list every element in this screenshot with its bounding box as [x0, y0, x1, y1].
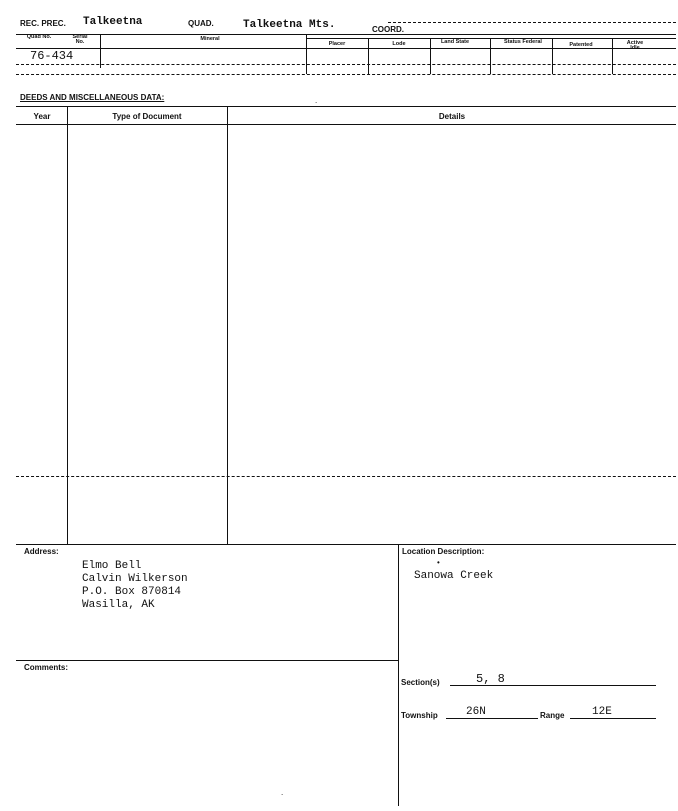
active-idle-label: Active Idle: [626, 40, 644, 51]
location-value: Sanowa Creek: [414, 570, 494, 582]
rec-prec-label: REC. PREC.: [20, 19, 66, 28]
comments-label: Comments:: [24, 663, 69, 672]
address-label: Address:: [24, 547, 59, 556]
deeds-top-rule: [16, 106, 676, 107]
location-label: Location Description:: [402, 547, 485, 556]
col-details: Details: [438, 112, 466, 121]
stray-dot: •: [437, 558, 440, 567]
header-div-placer: [306, 34, 307, 74]
range-label: Range: [540, 711, 565, 720]
quad-value: Talkeetna Mts.: [243, 19, 336, 31]
address-location-divider: [398, 544, 399, 806]
mineral-label: Mineral: [200, 36, 220, 42]
range-underline: [570, 718, 656, 719]
address-line: Calvin Wilkerson: [82, 573, 188, 585]
deeds-div-type: [227, 106, 228, 544]
quad-no-label: Quad No.: [26, 34, 52, 40]
header-div-serial: [100, 34, 101, 68]
sections-value: 5, 8: [476, 672, 505, 686]
placer-label: Placer: [328, 41, 346, 47]
header-div-active: [612, 38, 613, 74]
rec-prec-value: Talkeetna: [83, 16, 143, 28]
address-line: P.O. Box 870814: [82, 586, 182, 598]
township-value: 26N: [466, 706, 486, 718]
township-label: Township: [401, 711, 438, 720]
range-value: 12E: [592, 706, 612, 718]
land-state-label: Land State: [440, 39, 470, 45]
col-type: Type of Document: [112, 112, 182, 121]
comments-rule: [16, 660, 398, 661]
header-div-land: [430, 38, 431, 74]
header-div-status: [490, 38, 491, 74]
header-div-lode: [368, 38, 369, 74]
serial-no-label: Serial No.: [72, 34, 88, 45]
quad-label: QUAD.: [188, 19, 214, 28]
address-line: Elmo Bell: [82, 560, 142, 572]
header-rule-2: [306, 38, 676, 39]
lode-label: Lode: [392, 41, 406, 47]
header-div-patented: [552, 38, 553, 74]
coord-label: COORD.: [372, 25, 404, 34]
header-dash-1: [16, 64, 676, 65]
deeds-header-rule: [16, 124, 676, 125]
record-number: 76-434: [30, 49, 74, 63]
status-federal-label: Status Federal: [504, 39, 542, 45]
address-lines: [82, 560, 188, 612]
township-underline: [446, 718, 538, 719]
patented-label: Patented: [569, 42, 593, 48]
stray-dot: .: [281, 788, 284, 797]
header-rule-1: [16, 34, 676, 35]
deeds-bottom-rule: [16, 544, 676, 545]
sections-label: Section(s): [401, 678, 440, 687]
address-line: Wasilla, AK: [82, 599, 155, 611]
stray-dot: .: [315, 96, 318, 105]
header-dash-2: [16, 74, 676, 75]
col-year: Year: [33, 112, 51, 121]
header-top-dash: [388, 22, 676, 23]
deeds-div-year: [67, 106, 68, 544]
deeds-section-title: DEEDS AND MISCELLANEOUS DATA:: [20, 93, 165, 102]
header-rule-3: [16, 48, 676, 49]
deeds-dash: [16, 476, 676, 477]
